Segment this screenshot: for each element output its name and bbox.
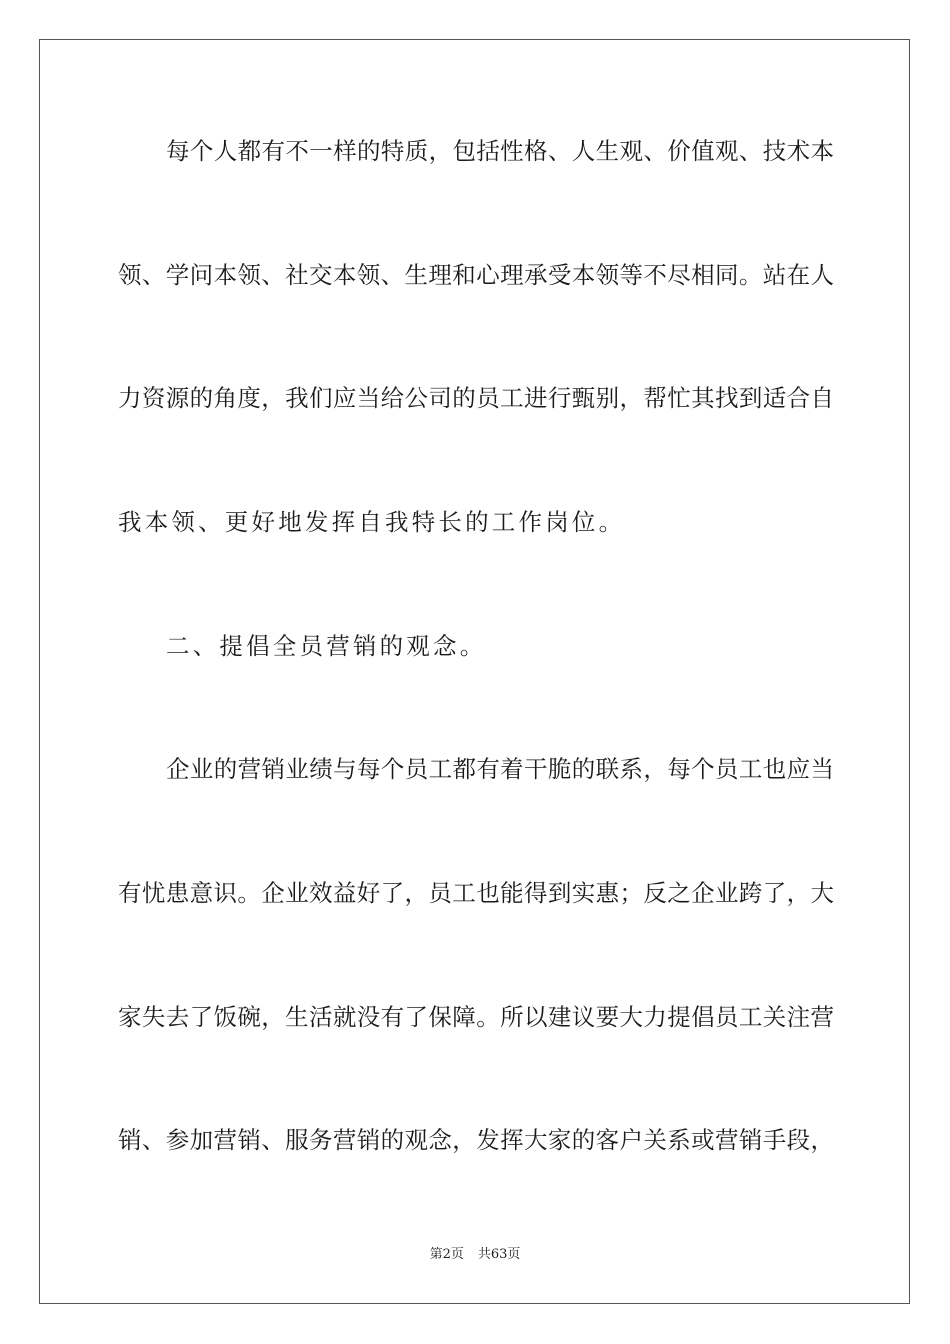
paragraph-2-line-4: 销、参加营销、服务营销的观念，发挥大家的客户关系或营销手段，	[118, 1126, 834, 1154]
page-footer	[0, 1247, 950, 1263]
paragraph-1-line-4: 我本领、更好地发挥自我特长的工作岗位。	[118, 508, 626, 536]
page-total: 共63页	[477, 1247, 521, 1262]
paragraph-2-line-2: 有忧患意识。企业效益好了，员工也能得到实惠；反之企业跨了，大	[118, 879, 834, 907]
section-heading: 二、提倡全员营销的观念。	[166, 632, 487, 660]
paragraph-1-line-2: 领、学问本领、社交本领、生理和心理承受本领等不尽相同。站在人	[118, 261, 834, 289]
paragraph-1-line-1: 每个人都有不一样的特质，包括性格、人生观、价值观、技术本	[166, 137, 834, 165]
page-border	[39, 39, 910, 1304]
paragraph-2-line-1: 企业的营销业绩与每个员工都有着干脆的联系，每个员工也应当	[166, 755, 834, 783]
paragraph-1-line-3: 力资源的角度，我们应当给公司的员工进行甄别，帮忙其找到适合自	[118, 384, 834, 412]
paragraph-2-line-3: 家失去了饭碗，生活就没有了保障。所以建议要大力提倡员工关注营	[118, 1003, 834, 1031]
page-number: 第2页	[429, 1247, 464, 1262]
